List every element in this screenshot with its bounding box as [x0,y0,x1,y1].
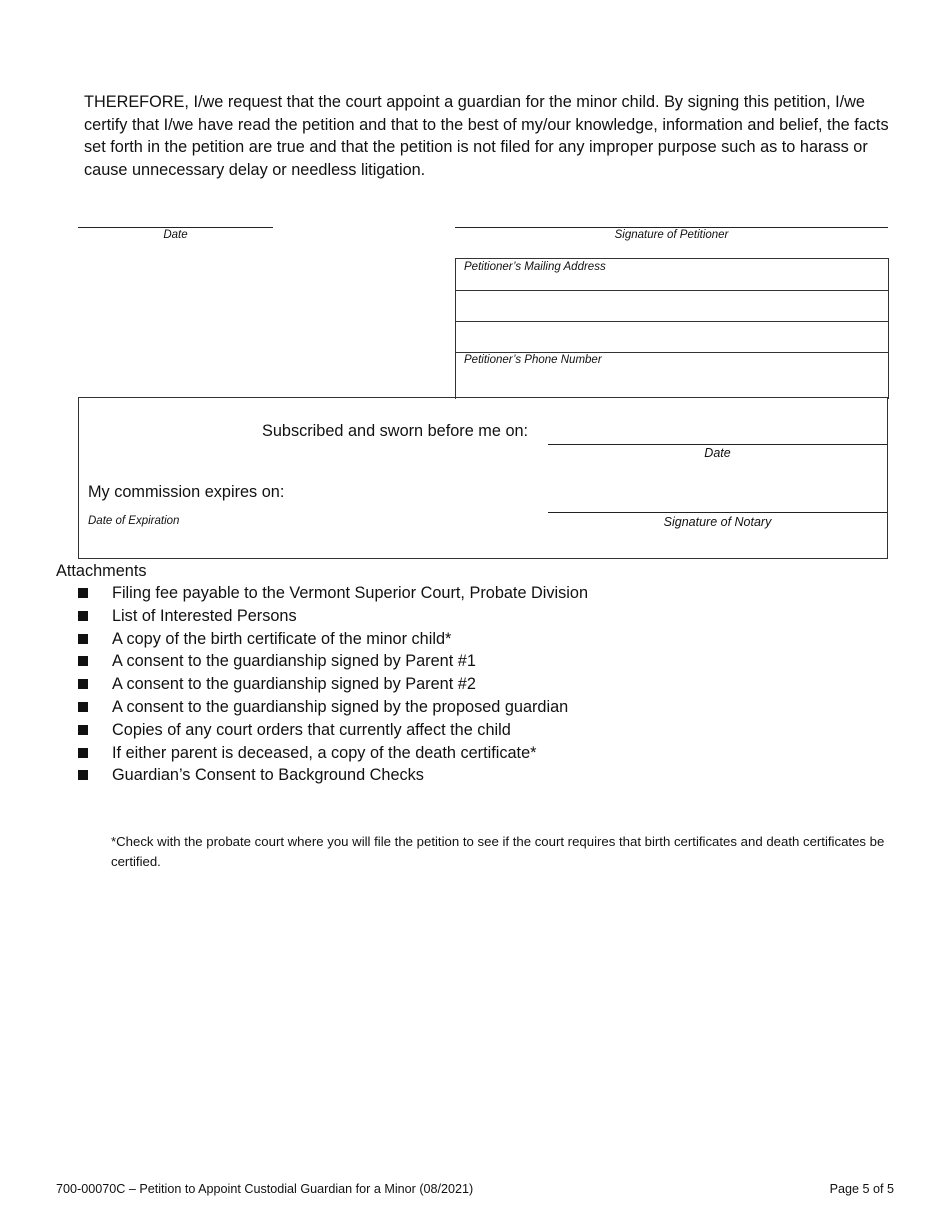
list-item: If either parent is deceased, a copy of the death certificate* [78,742,588,765]
bullet-square-icon [78,679,88,689]
sworn-date-label: Date [704,446,731,460]
bullet-square-icon [78,702,88,712]
expiration-date-label: Date of Expiration [88,515,180,527]
list-item: Guardian’s Consent to Background Checks [78,764,588,787]
sworn-text: Subscribed and sworn before me on: [262,422,529,440]
bullet-square-icon [78,634,88,644]
mailing-address-line-1[interactable] [456,290,888,291]
phone-number-divider [456,352,888,353]
list-item: A consent to the guardianship signed by Parent #1 [78,650,588,673]
phone-number-label: Petitioner’s Phone Number [464,354,602,366]
bullet-square-icon [78,611,88,621]
list-item: Copies of any court orders that currently affect the child [78,719,588,742]
page-number: Page 5 of 5 [829,1182,894,1196]
petitioner-signature-label: Signature of Petitioner [614,229,729,241]
form-id-footer: 700-00070C – Petition to Appoint Custodial Guardian for a Minor (08/2021) [56,1182,474,1196]
bullet-square-icon [78,748,88,758]
petitioner-contact-box [455,258,889,399]
list-item: A consent to the guardianship signed by Parent #2 [78,673,588,696]
bullet-square-icon [78,588,88,598]
attachments-title: Attachments [56,562,147,580]
commission-text: My commission expires on: [88,483,285,501]
list-item: A consent to the guardianship signed by the proposed guardian [78,696,588,719]
petitioner-signature-line[interactable] [455,227,888,228]
list-item: A copy of the birth certificate of the minor child* [78,628,588,651]
list-item: List of Interested Persons [78,605,588,628]
bullet-square-icon [78,770,88,780]
mailing-address-line-2[interactable] [456,321,888,322]
sworn-date-line[interactable] [548,444,887,445]
petition-statement: THEREFORE, I/we request that the court appoint a guardian for the minor child. By signing this petition, I/we certify that I/we have read the petition and that to the best of my/our knowledge, information and belief, the facts set forth in the petition are true and that the petition is not filed for any improper purpose such as to harass or cause unnecessary delay or needless litigation. [84,93,889,180]
mailing-address-label: Petitioner’s Mailing Address [464,261,606,273]
notary-signature-label: Signature of Notary [663,515,772,529]
notary-box [78,397,888,559]
list-item: Filing fee payable to the Vermont Superior Court, Probate Division [78,582,588,605]
attachments-list [78,582,588,787]
certified-copies-footnote: *Check with the probate court where you will file the petition to see if the court requires that birth certificates and death certificates be certified. [111,834,885,869]
date-label: Date [163,229,188,241]
date-line[interactable] [78,227,273,228]
bullet-square-icon [78,656,88,666]
notary-signature-line[interactable] [548,512,887,513]
bullet-square-icon [78,725,88,735]
